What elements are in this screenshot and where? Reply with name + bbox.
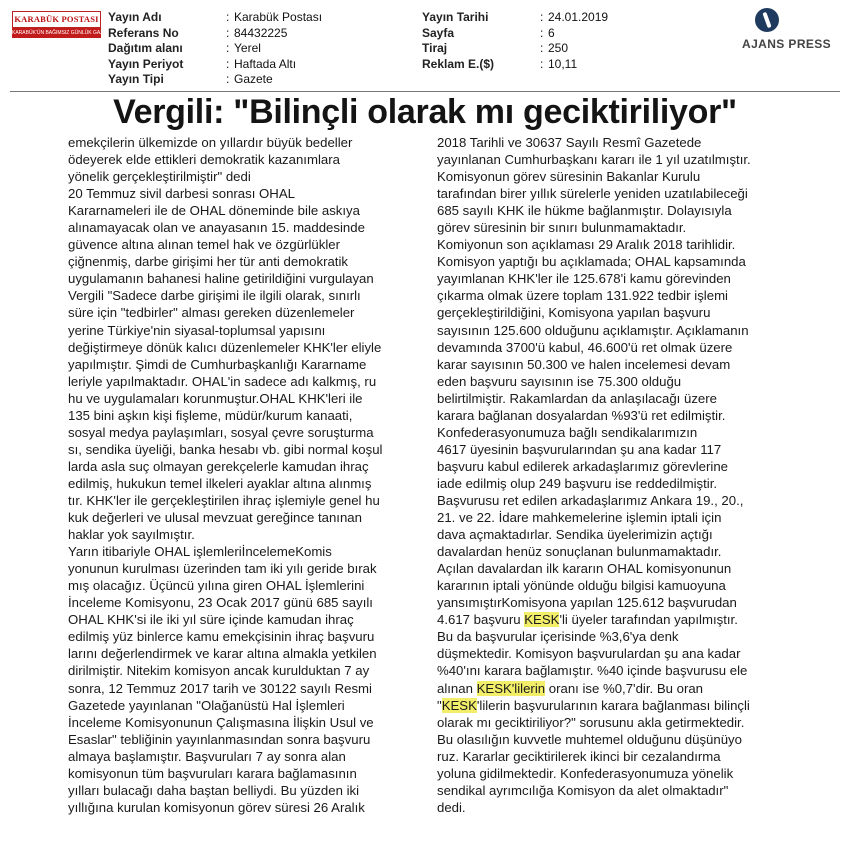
article-line: hu ve uygulamaları korunmuştur.OHAL KHK'leri ile bbox=[68, 390, 363, 406]
article-line: Bu da başvurular içerisinde %3,6'ya denk bbox=[437, 629, 679, 645]
article-line: Bu olasılığın kuvvetle muhtemel olduğunu düşünüyo bbox=[437, 731, 742, 747]
article-line: kuk değerleri ve ulusal mevzuat gereğince tanınan bbox=[68, 510, 362, 526]
article-line: emekçilerin ülkemizde on yıllardır büyük bedeller bbox=[68, 135, 353, 150]
logo-tagline: KARABÜK'ÜN BAĞIMSIZ GÜNLÜK GAZETESİ bbox=[12, 30, 118, 36]
article-line: Kararnameleri ile de OHAL döneminde bile askıya bbox=[68, 203, 360, 219]
article-line: Esaslar" tebliğinin yayınlanmasından sonra başvuru bbox=[68, 731, 371, 747]
article-line: yansımıştırKomisyona yapılan 125.612 başvurudan bbox=[437, 595, 737, 611]
article-line: devamında 3700'ü kabul, 46.600'ü ret olmak üzere bbox=[437, 339, 733, 355]
meta-value: 84432225 bbox=[234, 25, 288, 40]
meta-label: Reklam E.($) bbox=[422, 56, 495, 71]
article-line: yerine Türkiye'nin siyasal-toplumsal yapısını bbox=[68, 322, 326, 338]
article-line: belirtilmiştir. Rakamlardan da anlaşılacağı üzere bbox=[437, 390, 717, 406]
article-text-segment: oranı ise %0,7'dir. Bu oran bbox=[545, 680, 704, 696]
article-line: Gazetede yayınlanan "Olağanüstü Hal İşlemleri bbox=[68, 697, 345, 713]
article-text-segment: 4.617 başvuru bbox=[437, 612, 525, 628]
article-line: tır. KHK'ler ile gerçekleştirilen ihraç işlemiyle genel hu bbox=[68, 492, 380, 508]
article-line: sendikal ayrımcılığa Komisyon da alet olmaktadır" bbox=[437, 782, 729, 798]
article-line: karara bağlanan dosyalardan %93'ü ret edilmiştir. bbox=[437, 407, 726, 423]
article-line: edilmiş yüz binlerce kamu emekçisinin ihraç başvuru bbox=[68, 629, 375, 645]
article-line: Yarın itibariyle OHAL işlemleriİncelemeKomis bbox=[68, 544, 332, 560]
article-text-segment: 'li üyeler tarafından yapılmıştır. bbox=[559, 612, 738, 628]
meta-left-values: : Karabük Postası : 84432225 : Yerel : Haftada Altı : Gazete bbox=[226, 10, 323, 86]
meta-left-labels bbox=[108, 10, 183, 88]
article-line: görev süresinin bir sınırı bulunmamaktadır. bbox=[437, 220, 687, 236]
logo-name: KARABÜK POSTASI bbox=[12, 11, 101, 28]
article-line: yılları bulacağı daha baştan belliydi. Bu yüzden iki bbox=[68, 782, 360, 798]
meta-right-labels bbox=[422, 10, 494, 72]
meta-label: Dağıtım alanı bbox=[108, 41, 183, 55]
article-text-segment: alınan bbox=[437, 680, 477, 696]
newspaper-logo bbox=[12, 11, 118, 38]
article-line: sonra, 12 Temmuz 2017 tarih ve 30122 sayılı Resmi bbox=[68, 680, 372, 696]
article-line: mış olacağız. Üçüncü yılına giren OHAL İşlemlerini bbox=[68, 578, 365, 594]
article-text-segment: " bbox=[437, 697, 442, 713]
highlighted-term: KESK'lilerin bbox=[476, 680, 546, 696]
meta-label: Yayın Periyot bbox=[108, 56, 184, 71]
article-line: dava açmaktadırlar. Sendika üyelerimizin açtığı bbox=[437, 527, 713, 543]
article-line: 4617 üyesinin başvurularından şu ana kadar 117 bbox=[437, 441, 722, 457]
highlighted-term: KESK bbox=[441, 697, 477, 713]
agency-name: AJANS PRESS bbox=[742, 37, 832, 51]
article-line: OHAL KHK'si ile iki yıl süre içinde kamudan ihraç bbox=[68, 612, 354, 628]
article-line: larda asla suç olmayan gerekçelerle kamudan ihraç bbox=[68, 458, 369, 474]
article-line: 135 bini aşkın kişi fişleme, müdür/kurum kanaati, bbox=[68, 407, 353, 423]
article-line: Başvurusu ret edilen arkadaşlarımız Ankara 19., 20., bbox=[437, 492, 744, 508]
article-line: eden başvuru sayısının ise 75.300 olduğu bbox=[437, 373, 682, 389]
article-line: leriyle yapılmaktadır. OHAL'in sadece adı kalkmış, ru bbox=[68, 373, 377, 389]
meta-value: Gazete bbox=[234, 72, 273, 86]
article-line: İnceleme Komisyonunun Çalışmasına İlişkin Usul ve bbox=[68, 714, 374, 730]
meta-label: Referans No bbox=[108, 25, 179, 40]
article-line: almaya başlamıştır. Başvuruları 7 ay sonra alan bbox=[68, 748, 346, 764]
meta-value: 10,11 bbox=[548, 56, 578, 71]
article-line bbox=[437, 611, 782, 628]
article-line: 2018 Tarihli ve 30637 Sayılı Resmî Gazetede bbox=[437, 135, 702, 150]
article-line: yıllığına kurulan komisyonun görev süresi 26 Aralık bbox=[68, 799, 365, 815]
article-line: yayınlanan Cumhurbaşkanı kararı ile 1 yıl uzatılmıştır. bbox=[437, 152, 751, 168]
meta-value: Karabük Postası bbox=[234, 10, 323, 24]
meta-right-values: : 24.01.2019 : 6 : 250 : 10,11 bbox=[540, 10, 609, 71]
article-line: tarafından birer yıllık sürelerle yeniden uzatılabileceği bbox=[437, 186, 748, 202]
meta-label: Yayın Tipi bbox=[108, 72, 164, 86]
article-line: edilmiş, hukukun temel ilkeleri ayaklar altına alınmış bbox=[68, 475, 372, 491]
article-line: yapılmıştır. Şimdi de Cumhurbaşkanlığı Kararname bbox=[68, 356, 367, 372]
meta-value: 6 bbox=[548, 25, 555, 40]
article-line: Açılan davalardan ilk kararın OHAL komisyonunun bbox=[437, 561, 732, 577]
agency-logo bbox=[744, 8, 840, 52]
meta-value: 24.01.2019 bbox=[548, 10, 609, 24]
article-line: 20 Temmuz sivil darbesi sonrası OHAL bbox=[68, 186, 295, 202]
article-line: davalardan henüz sonuçlanan bulunmamaktadır. bbox=[437, 544, 722, 560]
article-line: haklar yok sayılmıştır. bbox=[68, 527, 195, 543]
article-line: düşmektedir. Komisyon başvurulardan şu ana kadar bbox=[437, 646, 741, 662]
article-line: başvuru kabul edilerek arkadaşlarımız görevlerine bbox=[437, 458, 729, 474]
article-line: güvence altına alınan temel hak ve özgürlükler bbox=[68, 237, 340, 253]
highlighted-term: KESK bbox=[524, 612, 560, 628]
article-headline: Vergili: "Bilinçli olarak mı geciktiriliyor" bbox=[113, 93, 737, 131]
article-line: ödeyerek elde ettikleri demokratik kazanımlara bbox=[68, 152, 340, 168]
article-line bbox=[437, 680, 782, 697]
article-line: yoluna gidilmektedir. Konfederasyonumuza yönelik bbox=[437, 765, 734, 781]
article-line: 685 sayılı KHK ile hükme bağlanmıştır. Dolayısıyla bbox=[437, 203, 732, 219]
article-line: yönelik gerçekleştirilmiştir" dedi bbox=[68, 169, 251, 185]
article-line: uygulamanın bahanesi haline getirildiğini vurgulayan bbox=[68, 271, 374, 287]
article-column-left bbox=[68, 134, 426, 816]
article-line: Konfederasyonumuza bağlı sendikalarımızın bbox=[437, 424, 698, 440]
article-text-segment: 'lilerin başvurularının karara bağlanması bilinçli bbox=[476, 697, 750, 713]
article-line: çiğnenmiş, darbe girişimi her tür anti demokratik bbox=[68, 254, 348, 270]
article-line: süre için "tedbirler" alması gereken düzenlemeler bbox=[68, 305, 355, 321]
meta-value: 250 bbox=[548, 41, 569, 55]
article-line: sı, sendika üyeliği, banka hesabı vb. gibi normal koşul bbox=[68, 441, 383, 457]
article-line: sayısının 125.600 olduğunu açıklamıştır. Açıklamanın bbox=[437, 322, 749, 338]
meta-label: Sayfa bbox=[422, 25, 455, 40]
article-line: karar sayısının 50.300 ve halen incelemesi devam bbox=[437, 356, 731, 372]
article-line: alınamayacak olan ve anayasanın 15. maddesinde bbox=[68, 220, 365, 236]
article-line: 21. ve 22. İdare mahkemelerine işlemin iptali için bbox=[437, 510, 722, 526]
article-line: Vergili "Sadece darbe girişimi ile ilgili olarak, sınırlı bbox=[68, 288, 361, 304]
article-line: Komisyonun görev süresinin Bakanlar Kurulu bbox=[437, 169, 701, 185]
article-line: dirilmiştir. Nitekim komisyon ancak kurulduktan 7 ay bbox=[68, 663, 370, 679]
meta-value: Haftada Altı bbox=[234, 56, 297, 71]
article-line: yonunun kurulması üzerinden tam iki yılı geride bırak bbox=[68, 561, 377, 577]
meta-value: Yerel bbox=[234, 41, 261, 55]
article-line: dedi. bbox=[437, 799, 466, 815]
meta-label: Tiraj bbox=[422, 41, 448, 55]
article-line: Komiyonun son açıklaması 29 Aralık 2018 tarihlidir. bbox=[437, 237, 736, 253]
article-line: yayımlanan KHK'ler ile 125.678'i kamu görevinden bbox=[437, 271, 731, 287]
article-line: Komisyon yaptığı bu açıklamada; OHAL kapsamında bbox=[437, 254, 746, 270]
article-line: iade edilmiş olup 249 başvuru ise reddedilmiştir. bbox=[437, 475, 718, 491]
meta-label: Yayın Tarihi bbox=[422, 10, 489, 24]
article-line: çıkarma olmak üzere toplam 131.922 tedbir işlemi bbox=[437, 288, 728, 304]
article-line: İnceleme Komisyonu, 23 Ocak 2017 günü 685 sayılı bbox=[68, 595, 373, 611]
agency-mark-icon bbox=[755, 8, 779, 32]
article-line: larını değerlendirmek ve karar altına almakla yetkilen bbox=[68, 646, 377, 662]
meta-label: Yayın Adı bbox=[108, 10, 162, 24]
article-line: %40'ını karara bağlamıştır. %40 içinde başvurusu ele bbox=[437, 663, 748, 679]
article-line bbox=[437, 697, 782, 714]
article-line: olarak mı geciktiriliyor?" sorusunu akla getirmektedir. bbox=[437, 714, 745, 730]
article-line: ruz. Kararlar geciktirilerek ikinci bir cezalandırma bbox=[437, 748, 721, 764]
article-line: sosyal medya paylaşımları, sosyal çevre soruşturma bbox=[68, 424, 374, 440]
article-line: gerçekleştirildiğini, Komisyona yapılan başvuru bbox=[437, 305, 711, 321]
article-line: komisyonun tüm başvuruları karara bağlamasının bbox=[68, 765, 357, 781]
article-column-right bbox=[437, 134, 782, 816]
article-line: kararının iptali yönünde olduğu bilgisi kamuoyuna bbox=[437, 578, 726, 594]
article-line: değiştirmeye dönük kalıcı düzenlemeler KHK'ler eliyle bbox=[68, 339, 382, 355]
clipping-header bbox=[0, 0, 850, 92]
